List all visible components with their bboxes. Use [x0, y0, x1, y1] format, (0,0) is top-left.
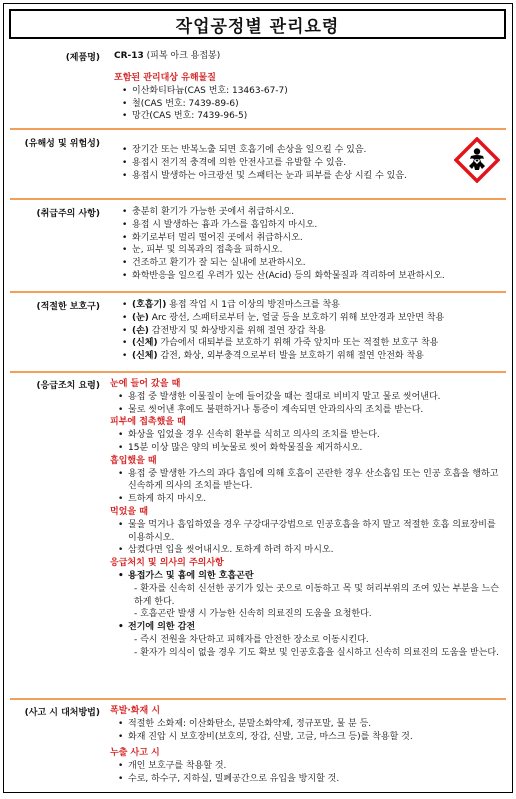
- protection-part: (호흡기): [132, 300, 167, 310]
- handling-label: (취급주의 사항): [36, 209, 100, 219]
- list-item: - 환자가 의식이 없을 경우 기도 확보 및 인공호흡을 실시하고 신속히 의료진의 도움을 받는다.: [134, 647, 499, 658]
- accident-row: [10, 700, 506, 790]
- protection-text: 감전, 화상, 외부충격으로부터 발을 보호하기 위해 절연 안전화 착용: [157, 351, 424, 362]
- protection-text: 감전방지 및 화상방지를 위해 절연 장갑 착용: [148, 325, 326, 336]
- product-desc: (피복 아크 용접봉): [143, 51, 221, 61]
- accident-label: (사고 시 대처방법): [24, 708, 100, 718]
- list-item: • 물을 먹거나 흡입하였을 경우 구강대구강법으로 인공호흡을 하지 말고 적절한 호흡 의료장비를 이용하시오.: [110, 519, 506, 545]
- list-item: • 개인 보호구를 착용할 것.: [110, 760, 506, 773]
- substances-heading: 포함된 관리대상 유해물질: [114, 73, 216, 83]
- substances-label-spacer: [10, 72, 106, 128]
- protection-label: (적절한 보호구): [36, 302, 100, 312]
- list-item: • 수로, 하수구, 지하실, 밀폐공간으로 유입을 방지할 것.: [110, 773, 506, 786]
- hazards-row: [10, 130, 506, 198]
- list-item: • 적절한 소화제: 이산화탄소, 분말소화약제, 정규포말, 물 분 등.: [110, 718, 506, 731]
- doctor-sub2: • 전기에 의한 감전: [110, 621, 506, 634]
- handling-row: [10, 200, 506, 291]
- list-item: • 눈, 피부 및 의복과의 접촉을 피하시오.: [114, 244, 506, 257]
- list-item: • 화학반응을 일으킬 우려가 있는 산(Acid) 등의 화학물질과 격리하여 보관하시오.: [114, 270, 506, 283]
- list-item: • 용접 중 발생한 가스의 과다 흡입에 의해 호흡이 곤란한 경우 산소흡입 또는 인공 호흡을 행하고 신속하게 의사의 조치를 받는다.: [110, 468, 506, 494]
- handling-body: [106, 206, 506, 291]
- list-item: [114, 299, 506, 312]
- list-item: • 물로 씻어낸 후에도 불편하거나 통증이 계속되면 안과의사의 조치를 받는다.: [110, 404, 506, 417]
- first-aid-body: [106, 378, 506, 698]
- page: [3, 3, 513, 793]
- list-item: • 이산화티타늄(CAS 번호: 13463-67-7): [114, 85, 506, 98]
- title-box: [9, 9, 506, 39]
- eye-heading: 눈에 들어 갔을 때: [110, 379, 181, 389]
- list-item: • 트하게 하지 마시오.: [110, 493, 506, 506]
- list-item: [114, 325, 506, 338]
- page-title: 작업공정별 관리요령: [175, 16, 340, 37]
- substances-body: [106, 72, 506, 128]
- list-item: • 용접 시 발생하는 흄과 가스를 흡입하지 마시오.: [114, 219, 506, 232]
- list-item: • 화기로부터 멀리 떨어진 곳에서 취급하시오.: [114, 232, 506, 245]
- list-item: • 장기간 또는 반복노출 되면 호흡기에 손상을 일으킬 수 있음.: [114, 144, 506, 157]
- first-aid-row: [10, 373, 506, 698]
- list-item: • 건조하고 환기가 잘 되는 실내에 보관하시오.: [114, 257, 506, 270]
- swallow-heading: 먹었을 때: [110, 506, 148, 517]
- product-body: [106, 50, 506, 66]
- doctor-sub1: • 용접가스 및 흄에 의한 호흡곤란: [110, 570, 506, 583]
- first-aid-label: (응급조치 요령): [36, 381, 100, 391]
- protection-part: (신체): [132, 338, 158, 349]
- protection-text: 용접 작업 시 1급 이상의 방진마스크를 착용: [166, 300, 340, 310]
- hazards-label: (유해성 및 위험성): [24, 139, 100, 149]
- protection-text: Arc 광선, 스패터로부터 눈, 얼굴 등을 보호하기 위해 보안경과 보안면 착용: [148, 312, 445, 323]
- health-hazard-icon: [454, 137, 500, 183]
- list-item: • 철(CAS 번호: 7439-89-6): [114, 98, 506, 111]
- list-item: • 15분 이상 많은 양의 비눗물로 씻어 화학물질을 제거하시오.: [110, 442, 506, 455]
- fire-heading: 폭발·화재 시: [110, 706, 161, 716]
- leak-heading: 누출 사고 시: [110, 748, 160, 759]
- product-row: [10, 50, 506, 66]
- list-item: [114, 337, 506, 350]
- protection-text: 가슴에서 대퇴부를 보호하기 위해 가죽 앞치마 또는 적절한 보호구 착용: [157, 338, 439, 349]
- inhale-heading: 흡입했을 때: [110, 455, 157, 466]
- list-item: [114, 350, 506, 363]
- list-item: • 삼켰다면 입을 씻어내시오. 토하게 하려 하지 마시오.: [110, 544, 506, 557]
- accident-body: [106, 705, 506, 790]
- list-item: [114, 312, 506, 325]
- protection-part: (신체): [132, 351, 158, 362]
- list-item: - 호흡곤란 발생 시 가능한 신속히 의료진의 도움을 요청한다.: [134, 609, 372, 620]
- product-label: (제품명): [65, 53, 100, 63]
- doctor-heading: 응급처치 및 의사의 주의사항: [110, 558, 224, 569]
- protection-part: (눈): [132, 312, 149, 323]
- hazards-body: [106, 136, 506, 198]
- protection-body: [106, 299, 506, 371]
- list-item: • 용접시 발생하는 아크광선 및 스패터는 눈과 피부를 손상 시킬 수 있음.: [114, 170, 506, 183]
- list-item: • 망간(CAS 번호: 7439-96-5): [114, 110, 506, 123]
- list-item: - 즉시 전원을 차단하고 피해자를 안전한 장소로 이동시킨다.: [134, 634, 369, 645]
- skin-heading: 피부에 접촉했을 때: [110, 417, 186, 428]
- substances-row: [10, 66, 506, 128]
- protection-row: [10, 293, 506, 371]
- list-item: • 충분히 환기가 가능한 곳에서 취급하시오.: [114, 206, 506, 219]
- content: [10, 50, 506, 790]
- list-item: • 용접 중 발생한 이물질이 눈에 들어갔을 때는 절대로 비비지 말고 물로 씻어낸다.: [110, 391, 506, 404]
- product-name: CR-13: [114, 51, 144, 61]
- list-item: • 화상을 입었을 경우 신속히 환부를 식히고 의사의 조치를 받는다.: [110, 429, 506, 442]
- list-item: • 화재 진압 시 보호장비(보호의, 장갑, 신발, 고글, 마스크 등)를 착용할 것.: [110, 731, 506, 744]
- list-item: - 환자를 신속히 신선한 공기가 있는 곳으로 이동하고 목 및 허리부위의 조여 있는 부분을 느슨하게 한다.: [134, 583, 499, 607]
- protection-part: (손): [132, 325, 149, 336]
- list-item: • 용접시 전기적 충격에 의한 안전사고를 유발할 수 있음.: [114, 157, 506, 170]
